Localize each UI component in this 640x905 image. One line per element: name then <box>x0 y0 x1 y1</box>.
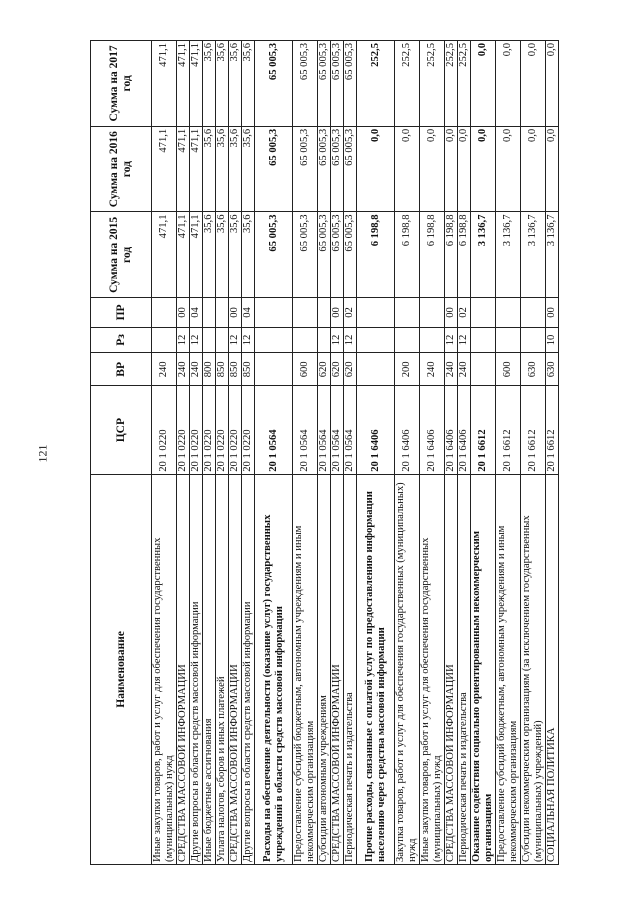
cell-sum-2015: 35,6 <box>216 212 229 298</box>
cell-csr: 20 1 0220 <box>152 386 177 474</box>
cell-csr: 20 1 0564 <box>344 386 357 474</box>
cell-sum-2017: 35,6 <box>229 41 242 127</box>
cell-sum-2015: 6 198,8 <box>458 212 471 298</box>
cell-vr <box>471 353 496 386</box>
cell-sum-2015: 3 136,7 <box>521 212 546 298</box>
cell-sum-2017: 35,6 <box>216 41 229 127</box>
table-body <box>152 41 559 865</box>
cell-rz <box>293 327 318 353</box>
table-row <box>242 41 255 865</box>
cell-sum-2017: 0,0 <box>521 41 546 127</box>
cell-pr <box>318 298 331 327</box>
cell-sum-2016: 471,1 <box>177 126 190 212</box>
cell-pr <box>203 298 216 327</box>
cell-csr: 20 1 6406 <box>445 386 458 474</box>
cell-sum-2016: 0,0 <box>395 126 420 212</box>
cell-rz <box>357 327 395 353</box>
cell-sum-2015: 3 136,7 <box>546 212 559 298</box>
cell-sum-2017: 65 005,3 <box>293 41 318 127</box>
cell-rz <box>318 327 331 353</box>
cell-sum-2015: 65 005,3 <box>318 212 331 298</box>
table-row <box>152 41 177 865</box>
table-row <box>331 41 344 865</box>
cell-csr: 20 1 6612 <box>471 386 496 474</box>
cell-sum-2015: 65 005,3 <box>344 212 357 298</box>
cell-sum-2015: 35,6 <box>242 212 255 298</box>
cell-name: Субсидии автономным учреждениям <box>318 474 331 864</box>
cell-name: Другие вопросы в области средств массовой информации <box>242 474 255 864</box>
table-row <box>229 41 242 865</box>
cell-vr: 630 <box>546 353 559 386</box>
header-rz: Рз <box>91 327 152 353</box>
cell-csr: 20 1 6406 <box>420 386 445 474</box>
cell-sum-2016: 471,1 <box>190 126 203 212</box>
cell-sum-2016: 35,6 <box>216 126 229 212</box>
cell-sum-2016: 0,0 <box>420 126 445 212</box>
cell-csr: 20 1 6612 <box>546 386 559 474</box>
cell-sum-2016: 65 005,3 <box>318 126 331 212</box>
cell-sum-2015: 65 005,3 <box>293 212 318 298</box>
cell-name: Прочие расходы, связанные с оплатой услуг по предоставлению информации населению через средства массовой информации <box>357 474 395 864</box>
cell-sum-2017: 0,0 <box>471 41 496 127</box>
cell-name: Закупка товаров, работ и услуг для обеспечения государственных (муниципальных) нужд <box>395 474 420 864</box>
cell-rz <box>216 327 229 353</box>
cell-csr: 20 1 0564 <box>293 386 318 474</box>
cell-pr <box>293 298 318 327</box>
cell-pr <box>420 298 445 327</box>
cell-name: СРЕДСТВА МАССОВОЙ ИНФОРМАЦИИ <box>445 474 458 864</box>
header-pr: ПР <box>91 298 152 327</box>
cell-sum-2017: 65 005,3 <box>255 41 293 127</box>
cell-sum-2016: 35,6 <box>229 126 242 212</box>
cell-rz <box>255 327 293 353</box>
table-row <box>395 41 420 865</box>
cell-sum-2016: 0,0 <box>445 126 458 212</box>
cell-rz <box>471 327 496 353</box>
cell-sum-2016: 35,6 <box>203 126 216 212</box>
cell-csr: 20 1 0220 <box>203 386 216 474</box>
cell-csr: 20 1 6612 <box>496 386 521 474</box>
cell-name: СРЕДСТВА МАССОВОЙ ИНФОРМАЦИИ <box>177 474 190 864</box>
cell-sum-2016: 0,0 <box>521 126 546 212</box>
table-row <box>177 41 190 865</box>
cell-pr: 02 <box>458 298 471 327</box>
cell-rz: 12 <box>331 327 344 353</box>
cell-pr <box>395 298 420 327</box>
cell-sum-2016: 35,6 <box>242 126 255 212</box>
cell-rz: 12 <box>458 327 471 353</box>
cell-sum-2017: 65 005,3 <box>318 41 331 127</box>
cell-name: Расходы на обеспечение деятельности (оказание услуг) государственных учреждений в области средств массовой информации <box>255 474 293 864</box>
header-sum-2015: Сумма на 2015 год <box>91 212 152 298</box>
cell-sum-2015: 6 198,8 <box>445 212 458 298</box>
cell-vr <box>357 353 395 386</box>
cell-sum-2015: 471,1 <box>152 212 177 298</box>
cell-sum-2015: 6 198,8 <box>357 212 395 298</box>
table-row <box>458 41 471 865</box>
cell-rz <box>420 327 445 353</box>
cell-name: СРЕДСТВА МАССОВОЙ ИНФОРМАЦИИ <box>331 474 344 864</box>
cell-sum-2016: 0,0 <box>546 126 559 212</box>
cell-name: Оказание содействия социально ориентированным некоммерческим организациям <box>471 474 496 864</box>
cell-name: Иные закупки товаров, работ и услуг для обеспечения государственных (муниципальных) нужд <box>420 474 445 864</box>
cell-vr: 620 <box>318 353 331 386</box>
cell-rz <box>521 327 546 353</box>
table-row <box>255 41 293 865</box>
table-row <box>190 41 203 865</box>
cell-rz <box>496 327 521 353</box>
cell-sum-2016: 0,0 <box>471 126 496 212</box>
table-row <box>344 41 357 865</box>
cell-rz: 12 <box>242 327 255 353</box>
cell-rz <box>395 327 420 353</box>
table-row <box>521 41 546 865</box>
table-row <box>496 41 521 865</box>
cell-name: Иные закупки товаров, работ и услуг для обеспечения государственных (муниципальных) нужд <box>152 474 177 864</box>
cell-sum-2017: 252,5 <box>445 41 458 127</box>
cell-vr: 620 <box>344 353 357 386</box>
table-row <box>445 41 458 865</box>
cell-pr: 04 <box>190 298 203 327</box>
cell-pr: 02 <box>344 298 357 327</box>
cell-name: Субсидии некоммерческим организациям (за исключением государственных (муниципальных) учреждений) <box>521 474 546 864</box>
cell-csr: 20 1 6612 <box>521 386 546 474</box>
cell-name: Иные бюджетные ассигнования <box>203 474 216 864</box>
cell-vr: 620 <box>331 353 344 386</box>
cell-sum-2016: 65 005,3 <box>255 126 293 212</box>
cell-sum-2016: 65 005,3 <box>293 126 318 212</box>
cell-sum-2015: 471,1 <box>190 212 203 298</box>
cell-pr <box>216 298 229 327</box>
cell-vr: 600 <box>496 353 521 386</box>
cell-pr <box>255 298 293 327</box>
cell-vr: 850 <box>242 353 255 386</box>
cell-sum-2015: 35,6 <box>203 212 216 298</box>
cell-csr: 20 1 0220 <box>177 386 190 474</box>
cell-sum-2017: 0,0 <box>546 41 559 127</box>
cell-sum-2017: 471,1 <box>152 41 177 127</box>
cell-vr: 240 <box>152 353 177 386</box>
cell-pr: 00 <box>445 298 458 327</box>
cell-sum-2017: 471,1 <box>177 41 190 127</box>
header-name: Наименование <box>91 474 152 864</box>
page-number: 121 <box>35 444 50 463</box>
cell-sum-2016: 65 005,3 <box>344 126 357 212</box>
cell-name: СОЦИАЛЬНАЯ ПОЛИТИКА <box>546 474 559 864</box>
cell-csr: 20 1 0220 <box>242 386 255 474</box>
table-row <box>546 41 559 865</box>
header-sum-2016: Сумма на 2016 год <box>91 126 152 212</box>
cell-vr: 200 <box>395 353 420 386</box>
cell-sum-2016: 0,0 <box>458 126 471 212</box>
cell-rz: 12 <box>177 327 190 353</box>
cell-name: Предоставление субсидий бюджетным, автономным учреждениям и иным некоммерческим организациям <box>293 474 318 864</box>
cell-csr: 20 1 0220 <box>190 386 203 474</box>
cell-vr: 800 <box>203 353 216 386</box>
header-vr: ВР <box>91 353 152 386</box>
cell-sum-2015: 6 198,8 <box>395 212 420 298</box>
cell-sum-2017: 65 005,3 <box>331 41 344 127</box>
cell-name: Периодическая печать и издательства <box>344 474 357 864</box>
table-row <box>216 41 229 865</box>
cell-rz <box>152 327 177 353</box>
cell-sum-2017: 471,1 <box>190 41 203 127</box>
cell-pr <box>496 298 521 327</box>
cell-sum-2017: 35,6 <box>203 41 216 127</box>
table-row <box>318 41 331 865</box>
cell-rz: 12 <box>229 327 242 353</box>
cell-vr: 600 <box>293 353 318 386</box>
cell-sum-2015: 65 005,3 <box>255 212 293 298</box>
cell-sum-2017: 252,5 <box>357 41 395 127</box>
cell-csr: 20 1 0220 <box>229 386 242 474</box>
cell-vr: 240 <box>420 353 445 386</box>
cell-pr <box>152 298 177 327</box>
cell-rz <box>203 327 216 353</box>
cell-vr: 240 <box>177 353 190 386</box>
cell-pr: 00 <box>331 298 344 327</box>
header-row <box>91 41 152 865</box>
cell-name: Другие вопросы в области средств массовой информации <box>190 474 203 864</box>
cell-sum-2017: 252,5 <box>395 41 420 127</box>
cell-sum-2016: 471,1 <box>152 126 177 212</box>
cell-name: СРЕДСТВА МАССОВОЙ ИНФОРМАЦИИ <box>229 474 242 864</box>
table-row <box>203 41 216 865</box>
cell-rz: 12 <box>445 327 458 353</box>
cell-vr: 850 <box>229 353 242 386</box>
cell-rz: 12 <box>344 327 357 353</box>
cell-vr: 850 <box>216 353 229 386</box>
cell-sum-2016: 0,0 <box>357 126 395 212</box>
cell-vr: 630 <box>521 353 546 386</box>
cell-sum-2016: 0,0 <box>496 126 521 212</box>
cell-sum-2015: 471,1 <box>177 212 190 298</box>
cell-rz: 10 <box>546 327 559 353</box>
table-row <box>293 41 318 865</box>
cell-sum-2017: 0,0 <box>496 41 521 127</box>
cell-csr: 20 1 0564 <box>318 386 331 474</box>
cell-vr: 240 <box>190 353 203 386</box>
cell-vr: 240 <box>445 353 458 386</box>
header-sum-2017: Сумма на 2017 год <box>91 41 152 127</box>
cell-sum-2016: 65 005,3 <box>331 126 344 212</box>
cell-sum-2015: 35,6 <box>229 212 242 298</box>
cell-sum-2017: 252,5 <box>458 41 471 127</box>
cell-name: Уплата налогов, сборов и иных платежей <box>216 474 229 864</box>
cell-vr: 240 <box>458 353 471 386</box>
cell-name: Предоставление субсидий бюджетным, автономным учреждениям и иным некоммерческим организациям <box>496 474 521 864</box>
cell-csr: 20 1 6406 <box>395 386 420 474</box>
cell-sum-2015: 3 136,7 <box>496 212 521 298</box>
cell-sum-2017: 252,5 <box>420 41 445 127</box>
cell-name: Периодическая печать и издательства <box>458 474 471 864</box>
cell-sum-2017: 65 005,3 <box>344 41 357 127</box>
table-row <box>420 41 445 865</box>
cell-pr: 04 <box>242 298 255 327</box>
cell-pr: 00 <box>177 298 190 327</box>
cell-csr: 20 1 0220 <box>216 386 229 474</box>
cell-csr: 20 1 6406 <box>357 386 395 474</box>
cell-pr <box>521 298 546 327</box>
budget-table <box>90 40 559 865</box>
cell-sum-2015: 3 136,7 <box>471 212 496 298</box>
cell-sum-2015: 65 005,3 <box>331 212 344 298</box>
cell-vr <box>255 353 293 386</box>
cell-csr: 20 1 0564 <box>331 386 344 474</box>
table-row <box>471 41 496 865</box>
cell-csr: 20 1 0564 <box>255 386 293 474</box>
cell-pr <box>471 298 496 327</box>
rotated-table-container <box>90 40 600 865</box>
cell-sum-2015: 6 198,8 <box>420 212 445 298</box>
cell-pr <box>357 298 395 327</box>
cell-rz: 12 <box>190 327 203 353</box>
table-row <box>357 41 395 865</box>
cell-pr: 00 <box>546 298 559 327</box>
cell-sum-2017: 35,6 <box>242 41 255 127</box>
header-csr: ЦСР <box>91 386 152 474</box>
cell-pr: 00 <box>229 298 242 327</box>
cell-csr: 20 1 6406 <box>458 386 471 474</box>
